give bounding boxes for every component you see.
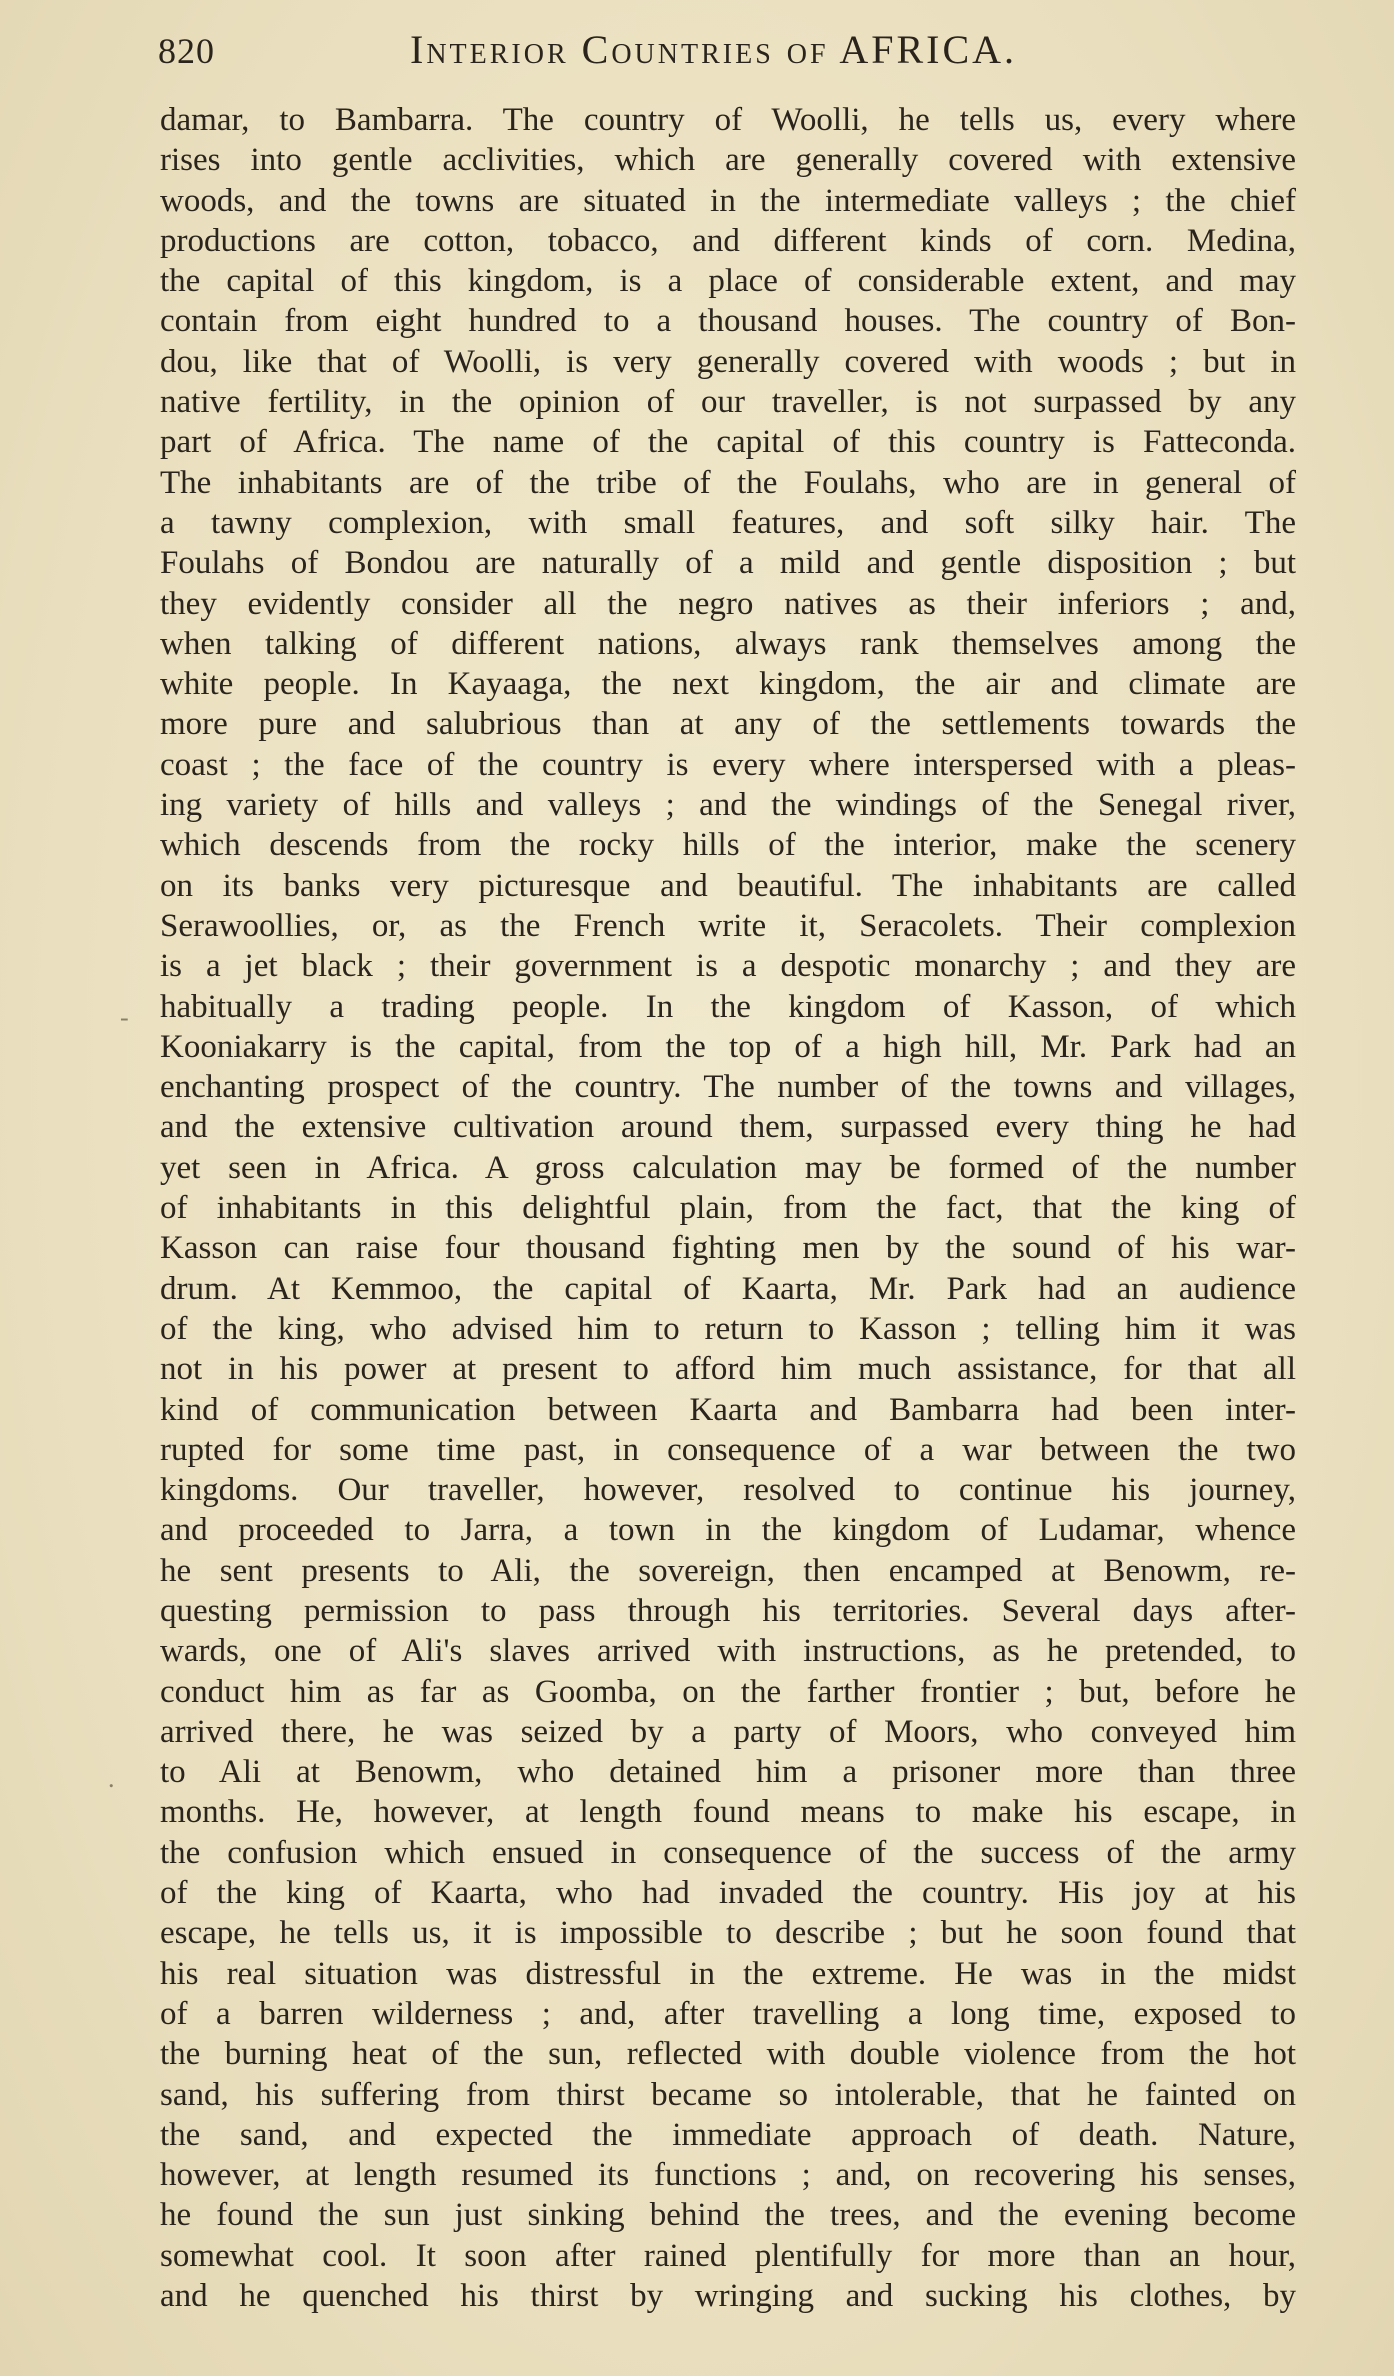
text-line: drum. At Kemmoo, the capital of Kaarta, Mr. Park had an audience — [160, 1270, 1296, 1307]
text-line: wards, one of Ali's slaves arrived with instructions, as he pretended, to — [160, 1633, 1296, 1670]
text-line: ing variety of hills and valleys ; and the windings of the Senegal river, — [160, 787, 1296, 824]
margin-dash-mark: - — [120, 1003, 129, 1032]
text-line: not in his power at present to afford him much assistance, for that all — [160, 1351, 1296, 1388]
text-line: when talking of different nations, always rank themselves among the — [160, 625, 1296, 662]
text-line: months. He, however, at length found means to make his escape, in — [160, 1794, 1296, 1831]
text-line: of a barren wilderness ; and, after travelling a long time, exposed to — [160, 1995, 1296, 2032]
text-line: productions are cotton, tobacco, and different kinds of corn. Medina, — [160, 222, 1296, 259]
text-line: his real situation was distressful in the extreme. He was in the midst — [160, 1955, 1296, 1992]
text-line: kind of communication between Kaarta and Bambarra had been inter- — [160, 1391, 1296, 1428]
text-line: white people. In Kayaaga, the next kingdom, the air and climate are — [160, 666, 1296, 703]
text-line: enchanting prospect of the country. The number of the towns and villages, — [160, 1069, 1296, 1106]
text-line: the capital of this kingdom, is a place of considerable extent, and may — [160, 263, 1296, 300]
text-line: is a jet black ; their government is a despotic monarchy ; and they are — [160, 948, 1296, 985]
text-line: which descends from the rocky hills of the interior, make the scenery — [160, 827, 1296, 864]
text-line: to Ali at Benowm, who detained him a prisoner more than three — [160, 1754, 1296, 1791]
text-line: Serawoollies, or, as the French write it, Seracolets. Their complexion — [160, 907, 1296, 944]
text-line: on its banks very picturesque and beautiful. The inhabitants are called — [160, 867, 1296, 904]
body-text — [160, 100, 1296, 2316]
text-line: the sand, and expected the immediate approach of death. Nature, — [160, 2116, 1296, 2153]
text-line: rises into gentle acclivities, which are generally covered with extensive — [160, 142, 1296, 179]
text-line: the confusion which ensued in consequence of the success of the army — [160, 1834, 1296, 1871]
text-line: rupted for some time past, in consequence of a war between the two — [160, 1431, 1296, 1468]
text-line: more pure and salubrious than at any of the settlements towards the — [160, 706, 1296, 743]
text-line: and the extensive cultivation around them, surpassed every thing he had — [160, 1109, 1296, 1146]
text-line: Kooniakarry is the capital, from the top of a high hill, Mr. Park had an — [160, 1028, 1296, 1065]
text-line: sand, his suffering from thirst became so intolerable, that he fainted on — [160, 2076, 1296, 2113]
text-line: a tawny complexion, with small features, and soft silky hair. The — [160, 504, 1296, 541]
text-line: coast ; the face of the country is every where interspersed with a pleas- — [160, 746, 1296, 783]
text-line: the burning heat of the sun, reflected with double violence from the hot — [160, 2036, 1296, 2073]
text-line: of the king of Kaarta, who had invaded the country. His joy at his — [160, 1875, 1296, 1912]
text-line: of the king, who advised him to return to Kasson ; telling him it was — [160, 1310, 1296, 1347]
text-line: however, at length resumed its functions ; and, on recovering his senses, — [160, 2157, 1296, 2194]
text-line: damar, to Bambarra. The country of Woolli, he tells us, every where — [160, 102, 1296, 138]
margin-dot-mark: . — [108, 1764, 115, 1793]
text-line: part of Africa. The name of the capital of this country is Fatteconda. — [160, 424, 1296, 461]
text-line: and he quenched his thirst by wringing and sucking his clothes, by — [160, 2278, 1296, 2315]
text-line: kingdoms. Our traveller, however, resolved to continue his journey, — [160, 1472, 1296, 1509]
text-line: questing permission to pass through his territories. Several days after- — [160, 1592, 1296, 1629]
text-line: he sent presents to Ali, the sovereign, then encamped at Benowm, re- — [160, 1552, 1296, 1589]
text-line: and proceeded to Jarra, a town in the kingdom of Ludamar, whence — [160, 1512, 1296, 1549]
text-line: somewhat cool. It soon after rained plentifully for more than an hour, — [160, 2237, 1296, 2274]
text-line: escape, he tells us, it is impossible to describe ; but he soon found that — [160, 1915, 1296, 1952]
text-line: they evidently consider all the negro natives as their inferiors ; and, — [160, 585, 1296, 622]
text-line: woods, and the towns are situated in the intermediate valleys ; the chief — [160, 182, 1296, 219]
text-line: he found the sun just sinking behind the trees, and the evening become — [160, 2197, 1296, 2234]
text-line: contain from eight hundred to a thousand houses. The country of Bon- — [160, 303, 1296, 340]
text-line: of inhabitants in this delightful plain, from the fact, that the king of — [160, 1190, 1296, 1227]
running-title: Interior Countries of AFRICA. — [410, 27, 1018, 72]
running-head — [158, 22, 1078, 82]
text-line: dou, like that of Woolli, is very generally covered with woods ; but in — [160, 343, 1296, 380]
text-line: conduct him as far as Goomba, on the farther frontier ; but, before he — [160, 1673, 1296, 1710]
text-line: habitually a trading people. In the kingdom of Kasson, of which — [160, 988, 1296, 1025]
text-line: yet seen in Africa. A gross calculation may be formed of the number — [160, 1149, 1296, 1186]
text-line: native fertility, in the opinion of our traveller, is not surpassed by any — [160, 384, 1296, 421]
text-line: The inhabitants are of the tribe of the Foulahs, who are in general of — [160, 464, 1296, 501]
text-line: arrived there, he was seized by a party of Moors, who conveyed him — [160, 1713, 1296, 1750]
text-line: Kasson can raise four thousand fighting men by the sound of his war- — [160, 1230, 1296, 1267]
text-line: Foulahs of Bondou are naturally of a mild and gentle disposition ; but — [160, 545, 1296, 582]
page-number: 820 — [158, 31, 215, 71]
